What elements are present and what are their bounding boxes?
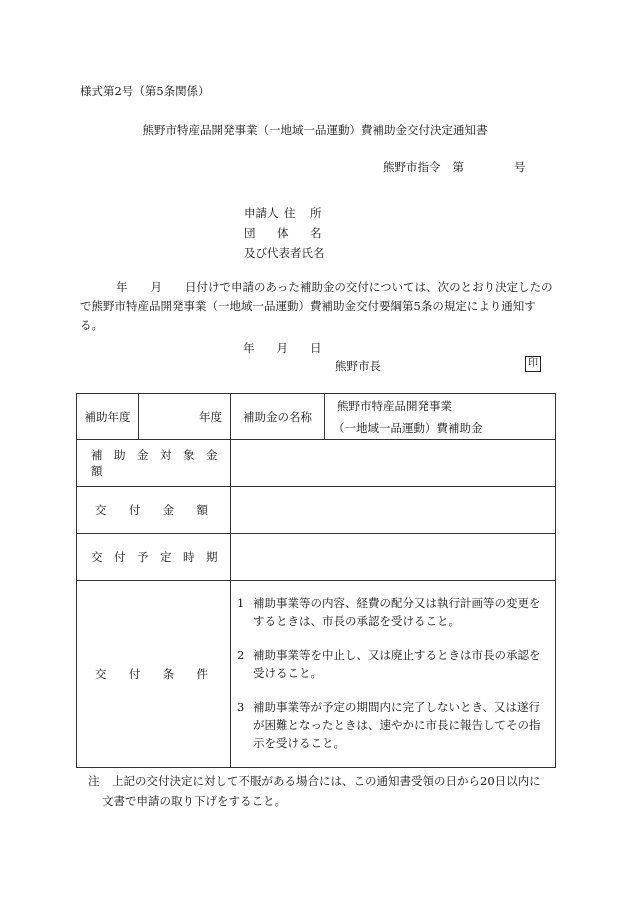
grant-amount-char-3: 金 xyxy=(162,503,175,517)
representative-label: 及び代表者氏名 xyxy=(244,246,325,260)
footnote-line1: 上記の交付決定に対して不服がある場合には、この通知書受領の日から20日以内に xyxy=(112,774,541,788)
fiscal-year-label: 補助年度 xyxy=(77,394,139,440)
doc-number-issuer: 熊野市指令 xyxy=(383,160,441,174)
document-title: 熊野市特産品開発事業（一地域一品運動）費補助金交付決定通知書 xyxy=(142,123,488,137)
address-label-1: 住 xyxy=(284,206,296,220)
group-label-3: 名 xyxy=(310,226,322,240)
conditions-list xyxy=(231,581,556,768)
subsidy-name-value xyxy=(325,394,556,440)
applicant-representative-row xyxy=(244,243,325,263)
subsidy-name-line1: 熊野市特産品開発事業 xyxy=(337,398,452,413)
subsidy-name-line2: （一地域一品運動）費補助金 xyxy=(333,420,483,435)
doc-number-go: 号 xyxy=(514,160,526,174)
issue-year: 年 xyxy=(243,341,255,355)
condition-number: 1 xyxy=(237,596,245,610)
group-label-1: 団 xyxy=(244,226,256,240)
condition-text: 補助事業等を中止し、又は廃止するときは市長の承認を受けること。 xyxy=(253,648,541,680)
form-number: 様式第2号（第5条関係） xyxy=(80,84,210,98)
schedule-label: 交 付 予 定 時 期 xyxy=(77,534,231,581)
condition-text: 補助事業等が予定の期間内に完了しないとき、又は遂行が困難となったときは、速やかに市長に報告してその指示を受けること。 xyxy=(253,700,541,750)
seal-mark: 印 xyxy=(525,356,541,372)
issue-day: 日 xyxy=(310,341,322,355)
fiscal-year-row xyxy=(77,394,556,440)
condition-item xyxy=(237,594,549,630)
subsidy-name-label: 補助金の名称 xyxy=(231,394,325,440)
applicant-address-row xyxy=(244,203,325,223)
conditions-char-3: 条 xyxy=(162,667,175,681)
issue-month: 月 xyxy=(276,341,288,355)
applicant-prefix: 申請人 xyxy=(244,206,279,220)
target-amount-row xyxy=(77,440,556,487)
grant-amount-value xyxy=(231,487,556,534)
address-label-2: 所 xyxy=(310,206,322,220)
schedule-row xyxy=(77,534,556,581)
conditions-label xyxy=(77,581,231,768)
body-text: 年 月 日付けで申請のあった補助金の交付については、次のとおり決定したので熊野市特産品開発事業（一地域一品運動）費補助金交付要綱第5条の規定により通知する。 xyxy=(80,280,553,332)
condition-item xyxy=(237,646,549,682)
condition-item xyxy=(237,698,549,752)
applicant-block xyxy=(244,203,325,263)
grant-amount-char-2: 付 xyxy=(128,503,141,517)
grant-amount-char-1: 交 xyxy=(95,503,107,517)
schedule-value xyxy=(231,534,556,581)
grant-amount-char-4: 額 xyxy=(196,503,208,517)
applicant-group-row xyxy=(244,223,325,243)
fiscal-year-unit: 年度 xyxy=(139,394,231,440)
target-amount-value xyxy=(231,440,556,487)
footnote-mark: 注 xyxy=(88,774,100,788)
target-amount-label: 補 助 金 対 象 金 額 xyxy=(77,440,231,487)
document-number xyxy=(383,159,526,175)
conditions-char-1: 交 xyxy=(95,667,107,681)
conditions-char-2: 付 xyxy=(128,667,141,681)
grant-table xyxy=(76,393,556,768)
condition-number: 2 xyxy=(237,648,245,662)
grant-amount-row xyxy=(77,487,556,534)
condition-text: 補助事業等の内容、経費の配分又は執行計画等の変更をするときは、市長の承認を受けること。 xyxy=(253,596,541,628)
conditions-row xyxy=(77,581,556,768)
footnote xyxy=(88,771,558,811)
group-label-2: 体 xyxy=(277,226,289,240)
doc-number-dai: 第 xyxy=(452,160,464,174)
issue-date xyxy=(243,340,322,356)
footnote-line2: 文書で申請の取り下げをすること。 xyxy=(102,794,286,808)
conditions-char-4: 件 xyxy=(196,667,208,681)
condition-number: 3 xyxy=(237,700,245,714)
grant-amount-label xyxy=(77,487,231,534)
mayor-name: 熊野市長 xyxy=(335,359,381,373)
